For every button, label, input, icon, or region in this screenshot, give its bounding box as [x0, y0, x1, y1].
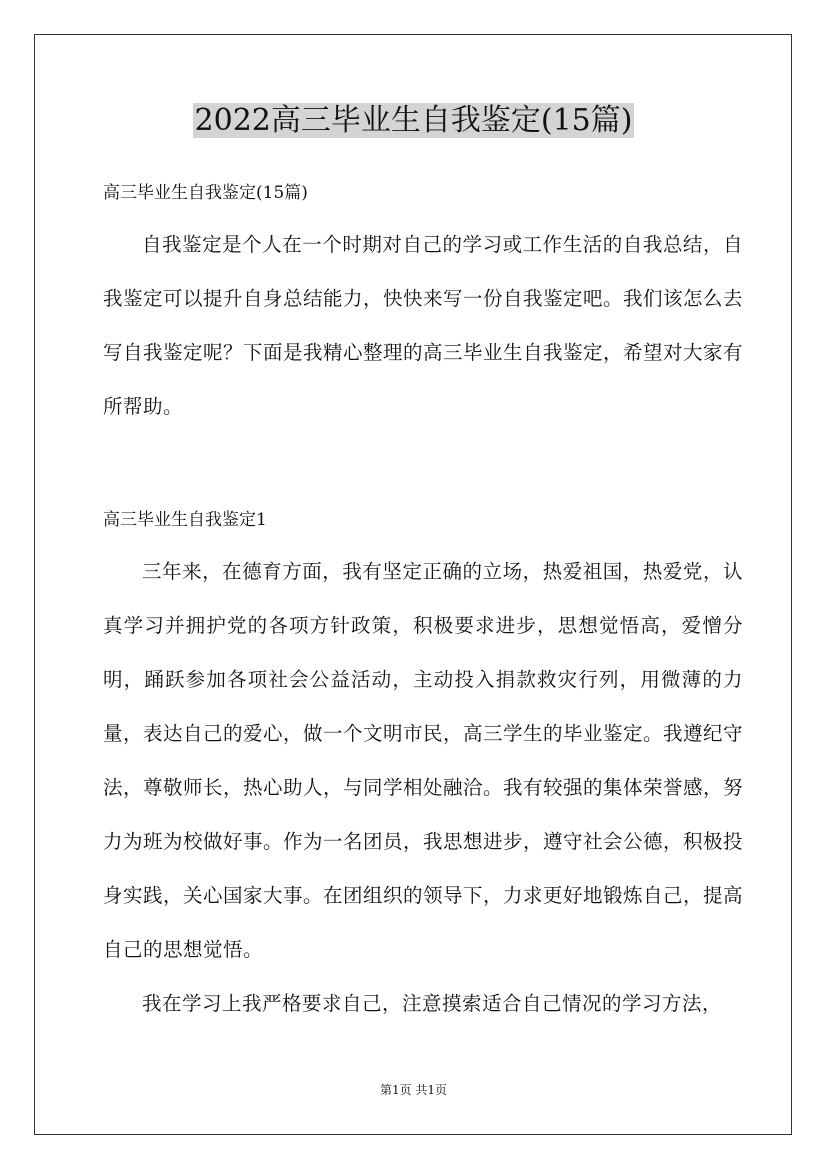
- section-heading: 高三毕业生自我鉴定1: [103, 510, 267, 530]
- body-paragraph: 三年来，在德育方面，我有坚定正确的立场，热爱祖国，热爱党，认真学习并拥护党的各项方针政策，积极要求进步，思想觉悟高，爱憎分明，踊跃参加各项社会公益活动，主动投入捐款救灾行列，用微薄的力量，表达自己的爱心，做一个文明市民，高三学生的毕业鉴定。我遵纪守法，尊敬师长，热心助人，与同学相处融洽。我有较强的集体荣誉感，努力为班为校做好事。作为一名团员，我思想进步，遵守社会公德，积极投身实践，关心国家大事。在团组织的领导下，力求更好地锻炼自己，提高自己的思想觉悟。: [103, 560, 744, 961]
- intro-block: [103, 218, 743, 434]
- page-footer: 第1页 共1页: [379, 1083, 448, 1097]
- body-paragraph: 我在学习上我严格要求自己，注意摸索适合自己情况的学习方法，: [142, 992, 723, 1015]
- intro-paragraph: 自我鉴定是个人在一个时期对自己的学习或工作生活的自我总结，自我鉴定可以提升自身总结能力，快快来写一份自我鉴定吧。我们该怎么去写自我鉴定呢？下面是我精心整理的高三毕业生自我鉴定，希望对大家有所帮助。: [103, 233, 744, 418]
- document-subtitle: 高三毕业生自我鉴定(15篇): [103, 183, 308, 203]
- document-title: [0, 100, 827, 142]
- document-title-text: 2022高三毕业生自我鉴定(15篇): [194, 103, 633, 138]
- section-body: [103, 545, 743, 1031]
